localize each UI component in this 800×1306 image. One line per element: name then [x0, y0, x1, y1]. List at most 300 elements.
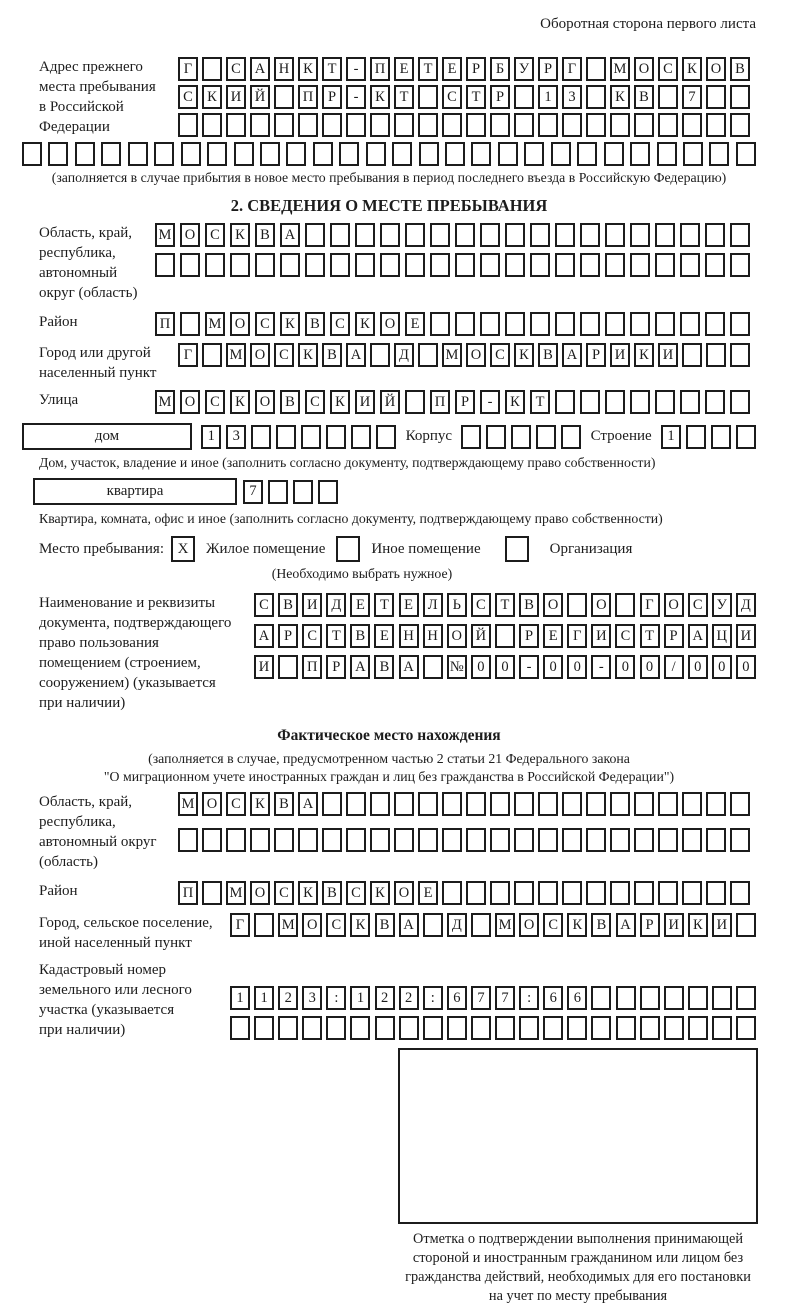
- char-box: [471, 913, 491, 937]
- char-box: №: [447, 655, 467, 679]
- char-box: С: [490, 343, 510, 367]
- char-box: [580, 390, 600, 414]
- char-box: [346, 792, 366, 816]
- char-box: [730, 343, 750, 367]
- al-region-label: [22, 792, 178, 872]
- char-box: [75, 142, 95, 166]
- al-district-row: [178, 881, 750, 905]
- char-box: О: [519, 913, 539, 937]
- char-box: [682, 828, 702, 852]
- char-box: [380, 253, 400, 277]
- char-box: О: [380, 312, 400, 336]
- char-box: [686, 425, 706, 449]
- char-box: [658, 792, 678, 816]
- char-box: [490, 881, 510, 905]
- char-box: Н: [399, 624, 419, 648]
- char-box: Т: [322, 57, 342, 81]
- char-box: [655, 223, 675, 247]
- char-box: [495, 624, 515, 648]
- char-box: Г: [178, 343, 198, 367]
- char-box: [712, 986, 732, 1010]
- char-box: [278, 1016, 298, 1040]
- char-box: [101, 142, 121, 166]
- char-box: К: [230, 390, 250, 414]
- char-box: [658, 828, 678, 852]
- al-region-field: [22, 792, 756, 872]
- char-box: [736, 1016, 756, 1040]
- char-box: [48, 142, 68, 166]
- char-box: [22, 142, 42, 166]
- char-box: 3: [302, 986, 322, 1010]
- text-line: сооружением) (указывается: [39, 675, 216, 691]
- char-box: 2: [278, 986, 298, 1010]
- house-caption: Дом, участок, владение и иное (заполнить согласно документу, подтверждающему право собственности): [39, 455, 656, 470]
- char-box: А: [399, 655, 419, 679]
- char-box: [705, 390, 725, 414]
- region-row-2: [155, 253, 750, 277]
- char-box: А: [350, 655, 370, 679]
- char-box: К: [610, 85, 630, 109]
- region-label: [22, 223, 155, 303]
- char-box: [254, 1016, 274, 1040]
- char-box: В: [538, 343, 558, 367]
- char-box: И: [664, 913, 684, 937]
- text-line: иной населенный пункт: [39, 935, 192, 951]
- char-box: В: [519, 593, 539, 617]
- char-box: С: [543, 913, 563, 937]
- char-box: [586, 828, 606, 852]
- char-box: [605, 312, 625, 336]
- char-box: -: [480, 390, 500, 414]
- text-line: документа, подтверждающего: [39, 615, 232, 631]
- char-box: О: [230, 312, 250, 336]
- char-box: [418, 792, 438, 816]
- char-box: [301, 425, 321, 449]
- char-box: П: [370, 57, 390, 81]
- char-box: [664, 986, 684, 1010]
- char-box: М: [155, 390, 175, 414]
- char-box: Е: [442, 57, 462, 81]
- char-box: Н: [423, 624, 443, 648]
- char-box: [418, 343, 438, 367]
- char-box: Е: [405, 312, 425, 336]
- prev-address-caption: (заполняется в случае прибытия в новое место пребывания в период последнего въезда в Российскую Федерацию): [51, 170, 727, 185]
- char-box: [712, 1016, 732, 1040]
- char-box: И: [302, 593, 322, 617]
- char-box: [616, 986, 636, 1010]
- char-box: 0: [567, 655, 587, 679]
- char-box: К: [330, 390, 350, 414]
- al-cadastre-row-1: [230, 986, 756, 1010]
- char-box: 7: [471, 986, 491, 1010]
- char-box: 7: [495, 986, 515, 1010]
- text-line: стороной и иностранным гражданином или лицом без: [412, 1250, 744, 1266]
- char-box: [567, 593, 587, 617]
- char-box: [514, 881, 534, 905]
- char-box: [355, 253, 375, 277]
- char-box: [366, 142, 386, 166]
- char-box: А: [616, 913, 636, 937]
- char-box: [562, 881, 582, 905]
- char-box: 2: [399, 986, 419, 1010]
- char-box: М: [205, 312, 225, 336]
- char-box: С: [254, 593, 274, 617]
- char-box: [538, 792, 558, 816]
- char-box: [202, 881, 222, 905]
- char-box: [346, 113, 366, 137]
- char-box: [442, 881, 462, 905]
- char-box: [706, 881, 726, 905]
- char-box: [178, 828, 198, 852]
- char-box: [555, 253, 575, 277]
- char-box: [630, 312, 650, 336]
- char-box: [562, 828, 582, 852]
- text-line: Отметка о подтверждении выполнения принимающей: [413, 1231, 743, 1247]
- text-line: места пребывания: [39, 79, 156, 95]
- city-row: [178, 343, 750, 367]
- al-district-label: Район: [39, 883, 78, 899]
- char-box: [330, 253, 350, 277]
- char-box: [351, 425, 371, 449]
- char-box: Е: [394, 57, 414, 81]
- char-box: [605, 253, 625, 277]
- char-box: /: [664, 655, 684, 679]
- char-box: А: [280, 223, 300, 247]
- char-box: 0: [471, 655, 491, 679]
- char-box: С: [226, 792, 246, 816]
- char-box: В: [274, 792, 294, 816]
- corner-note: Оборотная сторона первого листа: [540, 16, 756, 32]
- char-box: [634, 881, 654, 905]
- char-box: [591, 986, 611, 1010]
- char-box: Р: [519, 624, 539, 648]
- char-box: К: [298, 57, 318, 81]
- stay-type-label: Место пребывания:: [39, 541, 164, 557]
- char-box: [298, 828, 318, 852]
- text-line: Город, сельское поселение,: [39, 915, 213, 931]
- char-box: [657, 142, 677, 166]
- char-box: [591, 1016, 611, 1040]
- char-box: [480, 223, 500, 247]
- char-box: А: [346, 343, 366, 367]
- char-box: И: [254, 655, 274, 679]
- char-box: [466, 792, 486, 816]
- char-box: [543, 1016, 563, 1040]
- char-box: [604, 142, 624, 166]
- region-field: [22, 223, 756, 303]
- text-line: в Российской: [39, 99, 124, 115]
- char-box: [399, 1016, 419, 1040]
- stay-option-residential-label: Жилое помещение: [206, 541, 326, 557]
- al-cadastre-label: [22, 960, 230, 1040]
- char-box: [318, 480, 338, 504]
- char-box: [538, 113, 558, 137]
- stay-type-note: (Необходимо выбрать нужное): [271, 566, 453, 581]
- char-box: У: [712, 593, 732, 617]
- char-box: [405, 253, 425, 277]
- char-box: К: [355, 312, 375, 336]
- char-box: И: [658, 343, 678, 367]
- char-box: [705, 312, 725, 336]
- char-box: Р: [322, 85, 342, 109]
- char-box: [655, 390, 675, 414]
- char-box: [202, 828, 222, 852]
- text-line: право пользования: [39, 635, 159, 651]
- char-box: [370, 828, 390, 852]
- korpus-cells: [461, 425, 581, 449]
- document-row-3: [254, 655, 756, 679]
- char-box: Н: [274, 57, 294, 81]
- char-box: [155, 253, 175, 277]
- char-box: О: [664, 593, 684, 617]
- char-box: Б: [490, 57, 510, 81]
- char-box: С: [255, 312, 275, 336]
- char-box: [350, 1016, 370, 1040]
- char-box: М: [495, 913, 515, 937]
- text-line: Кадастровый номер: [39, 962, 166, 978]
- text-line: Область, край,: [39, 225, 133, 241]
- text-line: Федерации: [39, 119, 110, 135]
- char-box: [278, 655, 298, 679]
- al-cadastre-row-2: [230, 1016, 756, 1040]
- char-box: [313, 142, 333, 166]
- char-box: [498, 142, 518, 166]
- text-line: при наличии): [39, 695, 126, 711]
- char-box: В: [322, 881, 342, 905]
- char-box: К: [682, 57, 702, 81]
- char-box: [419, 142, 439, 166]
- char-box: В: [255, 223, 275, 247]
- district-row: [155, 312, 750, 336]
- char-box: О: [180, 390, 200, 414]
- char-box: М: [278, 913, 298, 937]
- al-cadastre-rows: [230, 986, 756, 1040]
- char-box: Г: [562, 57, 582, 81]
- char-box: К: [370, 85, 390, 109]
- char-box: К: [514, 343, 534, 367]
- char-box: [302, 1016, 322, 1040]
- char-box: 6: [447, 986, 467, 1010]
- char-box: [207, 142, 227, 166]
- char-box: [730, 223, 750, 247]
- document-label: [22, 593, 254, 713]
- text-line: республика,: [39, 245, 116, 261]
- char-box: Р: [586, 343, 606, 367]
- char-box: П: [298, 85, 318, 109]
- char-box: [330, 223, 350, 247]
- char-box: [511, 425, 531, 449]
- char-box: [442, 113, 462, 137]
- char-box: [586, 113, 606, 137]
- char-box: О: [447, 624, 467, 648]
- char-box: [536, 425, 556, 449]
- char-box: [370, 113, 390, 137]
- text-line: автономный: [39, 265, 118, 281]
- text-line: (заполняется в случае, предусмотренном частью 2 статьи 21 Федерального закона: [148, 751, 630, 766]
- char-box: К: [688, 913, 708, 937]
- char-box: П: [155, 312, 175, 336]
- char-box: Г: [567, 624, 587, 648]
- confirmation-caption: [386, 1230, 770, 1306]
- char-box: В: [322, 343, 342, 367]
- text-line: Наименование и реквизиты: [39, 595, 216, 611]
- stay-option-other-label: Иное помещение: [371, 541, 481, 557]
- char-box: [680, 253, 700, 277]
- char-box: И: [610, 343, 630, 367]
- char-box: С: [471, 593, 491, 617]
- char-box: [730, 312, 750, 336]
- char-box: В: [374, 655, 394, 679]
- char-box: Т: [326, 624, 346, 648]
- char-box: [430, 223, 450, 247]
- char-box: [370, 792, 390, 816]
- char-box: И: [736, 624, 756, 648]
- char-box: [580, 223, 600, 247]
- char-box: 1: [230, 986, 250, 1010]
- char-box: [370, 343, 390, 367]
- korpus-label: Корпус: [405, 428, 453, 444]
- char-box: В: [305, 312, 325, 336]
- char-box: [524, 142, 544, 166]
- street-field: [22, 390, 756, 414]
- char-box: [514, 792, 534, 816]
- char-box: [418, 85, 438, 109]
- char-box: [394, 113, 414, 137]
- char-box: Р: [538, 57, 558, 81]
- text-line: при наличии): [39, 1022, 126, 1038]
- char-box: [580, 253, 600, 277]
- al-region-rows: [178, 792, 750, 852]
- stay-option-organization-checkbox: [505, 536, 529, 562]
- char-box: [680, 312, 700, 336]
- char-box: [128, 142, 148, 166]
- prev-address-row-1: [178, 57, 750, 81]
- al-city-field: [22, 913, 756, 953]
- char-box: М: [610, 57, 630, 81]
- char-box: Д: [394, 343, 414, 367]
- char-box: [355, 223, 375, 247]
- char-box: [505, 312, 525, 336]
- char-box: 0: [736, 655, 756, 679]
- char-box: [680, 390, 700, 414]
- char-box: [616, 1016, 636, 1040]
- char-box: [658, 881, 678, 905]
- char-box: [688, 1016, 708, 1040]
- char-box: [226, 113, 246, 137]
- char-box: [514, 113, 534, 137]
- char-box: [688, 986, 708, 1010]
- text-line: участка (указывается: [39, 1002, 175, 1018]
- text-line: Город или другой: [39, 345, 151, 361]
- document-rows: [254, 593, 756, 679]
- char-box: [538, 828, 558, 852]
- confirmation-stamp-box: [398, 1048, 758, 1224]
- char-box: [326, 425, 346, 449]
- char-box: [405, 390, 425, 414]
- char-box: [605, 390, 625, 414]
- char-box: [234, 142, 254, 166]
- char-box: [610, 792, 630, 816]
- char-box: [682, 881, 702, 905]
- char-box: [555, 223, 575, 247]
- char-box: [298, 113, 318, 137]
- char-box: И: [226, 85, 246, 109]
- char-box: О: [202, 792, 222, 816]
- char-box: [471, 142, 491, 166]
- char-box: С: [658, 57, 678, 81]
- house-field: [22, 423, 756, 450]
- char-box: [610, 113, 630, 137]
- char-box: О: [706, 57, 726, 81]
- char-box: А: [562, 343, 582, 367]
- char-box: Р: [455, 390, 475, 414]
- char-box: [682, 113, 702, 137]
- char-box: [683, 142, 703, 166]
- char-box: [630, 390, 650, 414]
- char-box: [376, 425, 396, 449]
- document-row-2: [254, 624, 756, 648]
- char-box: О: [394, 881, 414, 905]
- char-box: [455, 253, 475, 277]
- char-box: С: [442, 85, 462, 109]
- document-row-1: [254, 593, 756, 617]
- char-box: Т: [640, 624, 660, 648]
- char-box: А: [688, 624, 708, 648]
- char-box: [293, 480, 313, 504]
- char-box: 6: [567, 986, 587, 1010]
- char-box: [640, 986, 660, 1010]
- char-box: [495, 1016, 515, 1040]
- char-box: [577, 142, 597, 166]
- char-box: -: [346, 85, 366, 109]
- char-box: [705, 253, 725, 277]
- char-box: [423, 913, 443, 937]
- char-box: Е: [418, 881, 438, 905]
- char-box: С: [205, 390, 225, 414]
- char-box: [418, 828, 438, 852]
- char-box: Ь: [447, 593, 467, 617]
- char-box: П: [178, 881, 198, 905]
- char-box: С: [226, 57, 246, 81]
- char-box: 1: [661, 425, 681, 449]
- apartment-type-box: квартира: [33, 478, 237, 505]
- char-box: [274, 85, 294, 109]
- char-box: [322, 113, 342, 137]
- district-label: Район: [39, 314, 78, 330]
- char-box: К: [298, 343, 318, 367]
- char-box: [658, 85, 678, 109]
- char-box: :: [519, 986, 539, 1010]
- char-box: [514, 85, 534, 109]
- char-box: [682, 343, 702, 367]
- stay-type-field: [39, 536, 756, 562]
- char-box: [655, 312, 675, 336]
- char-box: 0: [543, 655, 563, 679]
- char-box: [442, 828, 462, 852]
- char-box: [640, 1016, 660, 1040]
- char-box: [268, 480, 288, 504]
- char-box: Л: [423, 593, 443, 617]
- char-box: [514, 828, 534, 852]
- stroenie-label: Строение: [590, 428, 652, 444]
- char-box: В: [375, 913, 395, 937]
- char-box: [490, 113, 510, 137]
- char-box: :: [326, 986, 346, 1010]
- char-box: Р: [466, 57, 486, 81]
- text-line: населенный пункт: [39, 365, 157, 381]
- char-box: [180, 253, 200, 277]
- char-box: М: [442, 343, 462, 367]
